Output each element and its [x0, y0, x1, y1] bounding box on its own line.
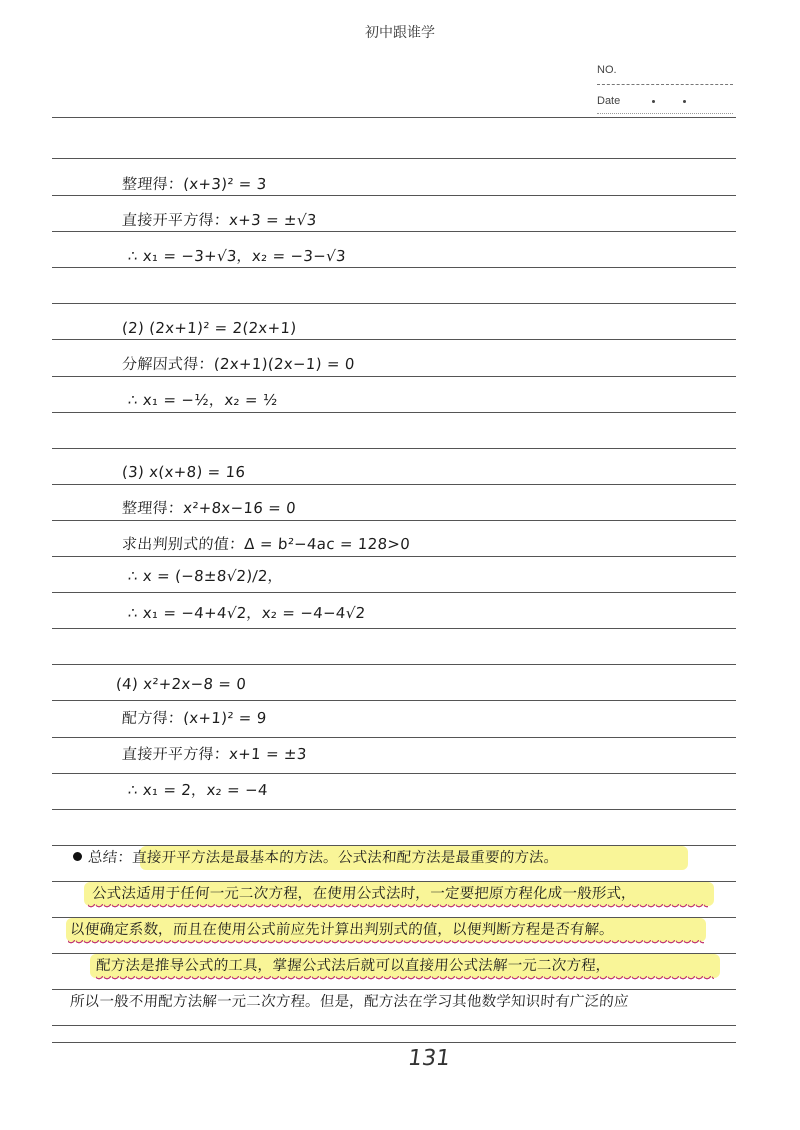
wavy-underline	[68, 940, 704, 946]
problem-statement: (2) (2x+1)² = 2(2x+1)	[121, 319, 298, 337]
ruled-line	[52, 376, 736, 377]
summary-line: 所以一般不用配方法解一元二次方程。但是，配方法在学习其他数学知识时有广泛的应	[69, 994, 630, 1010]
equation-line: ∴ x₁ = 2，x₂ = −4	[127, 781, 269, 799]
ruled-line	[52, 231, 736, 232]
ruled-line	[52, 448, 736, 449]
ruled-line	[52, 664, 736, 665]
bullet-dot	[73, 852, 82, 861]
ruled-line	[52, 1042, 736, 1043]
ruled-line	[52, 412, 736, 413]
equation-line: 整理得：(x+3)² = 3	[121, 175, 268, 193]
equation-line: 分解因式得：(2x+1)(2x−1) = 0	[121, 355, 356, 373]
date-dot	[652, 100, 655, 103]
ruled-line	[52, 592, 736, 593]
page-header-title: 初中跟谁学	[365, 25, 435, 41]
summary-line: 总结：直接开平方法是最基本的方法。公式法和配方法是最重要的方法。	[87, 850, 559, 866]
problem-statement: (3) x(x+8) = 16	[121, 463, 246, 481]
ruled-line	[52, 989, 736, 990]
equation-line: ∴ x₁ = −3+√3，x₂ = −3−√3	[127, 247, 347, 265]
ruled-line	[52, 117, 736, 118]
ruled-line	[52, 809, 736, 810]
problem-statement: (4) x²+2x−8 = 0	[115, 675, 247, 693]
ruled-line	[52, 303, 736, 304]
equation-line: 整理得：x²+8x−16 = 0	[121, 499, 297, 517]
notebook-date-label: Date	[597, 95, 621, 107]
ruled-line	[52, 628, 736, 629]
notebook-no-line	[597, 84, 733, 85]
equation-line: ∴ x₁ = −4+4√2，x₂ = −4−4√2	[127, 604, 367, 622]
notebook-date-line	[597, 113, 733, 114]
equation-line: 直接开平方得：x+3 = ±√3	[121, 211, 318, 229]
ruled-line	[52, 520, 736, 521]
equation-line: 求出判别式的值：Δ = b²−4ac = 128>0	[121, 535, 411, 553]
date-dot	[683, 100, 686, 103]
ruled-line	[52, 773, 736, 774]
ruled-line	[52, 700, 736, 701]
ruled-line	[52, 556, 736, 557]
ruled-line	[52, 737, 736, 738]
equation-line: 配方得：(x+1)² = 9	[121, 709, 268, 727]
ruled-line	[52, 195, 736, 196]
ruled-line	[52, 484, 736, 485]
notebook-no-label: NO.	[597, 64, 617, 76]
summary-line: 以便确定系数，而且在使用公式前应先计算出判别式的值，以便判断方程是否有解。	[69, 922, 615, 938]
ruled-line	[52, 339, 736, 340]
summary-line: 配方法是推导公式的工具，掌握公式法后就可以直接用公式法解一元二次方程，	[95, 958, 612, 974]
page-number: 131	[406, 1046, 452, 1071]
wavy-underline	[96, 976, 714, 982]
equation-line: 直接开平方得：x+1 = ±3	[121, 745, 308, 763]
ruled-line	[52, 1025, 736, 1026]
summary-line: 公式法适用于任何一元二次方程，在使用公式法时，一定要把原方程化成一般形式，	[91, 886, 637, 902]
equation-line: ∴ x = (−8±8√2)/2，	[127, 567, 284, 585]
ruled-line	[52, 267, 736, 268]
wavy-underline	[88, 904, 708, 910]
ruled-line	[52, 158, 736, 159]
equation-line: ∴ x₁ = −½，x₂ = ½	[127, 391, 279, 409]
